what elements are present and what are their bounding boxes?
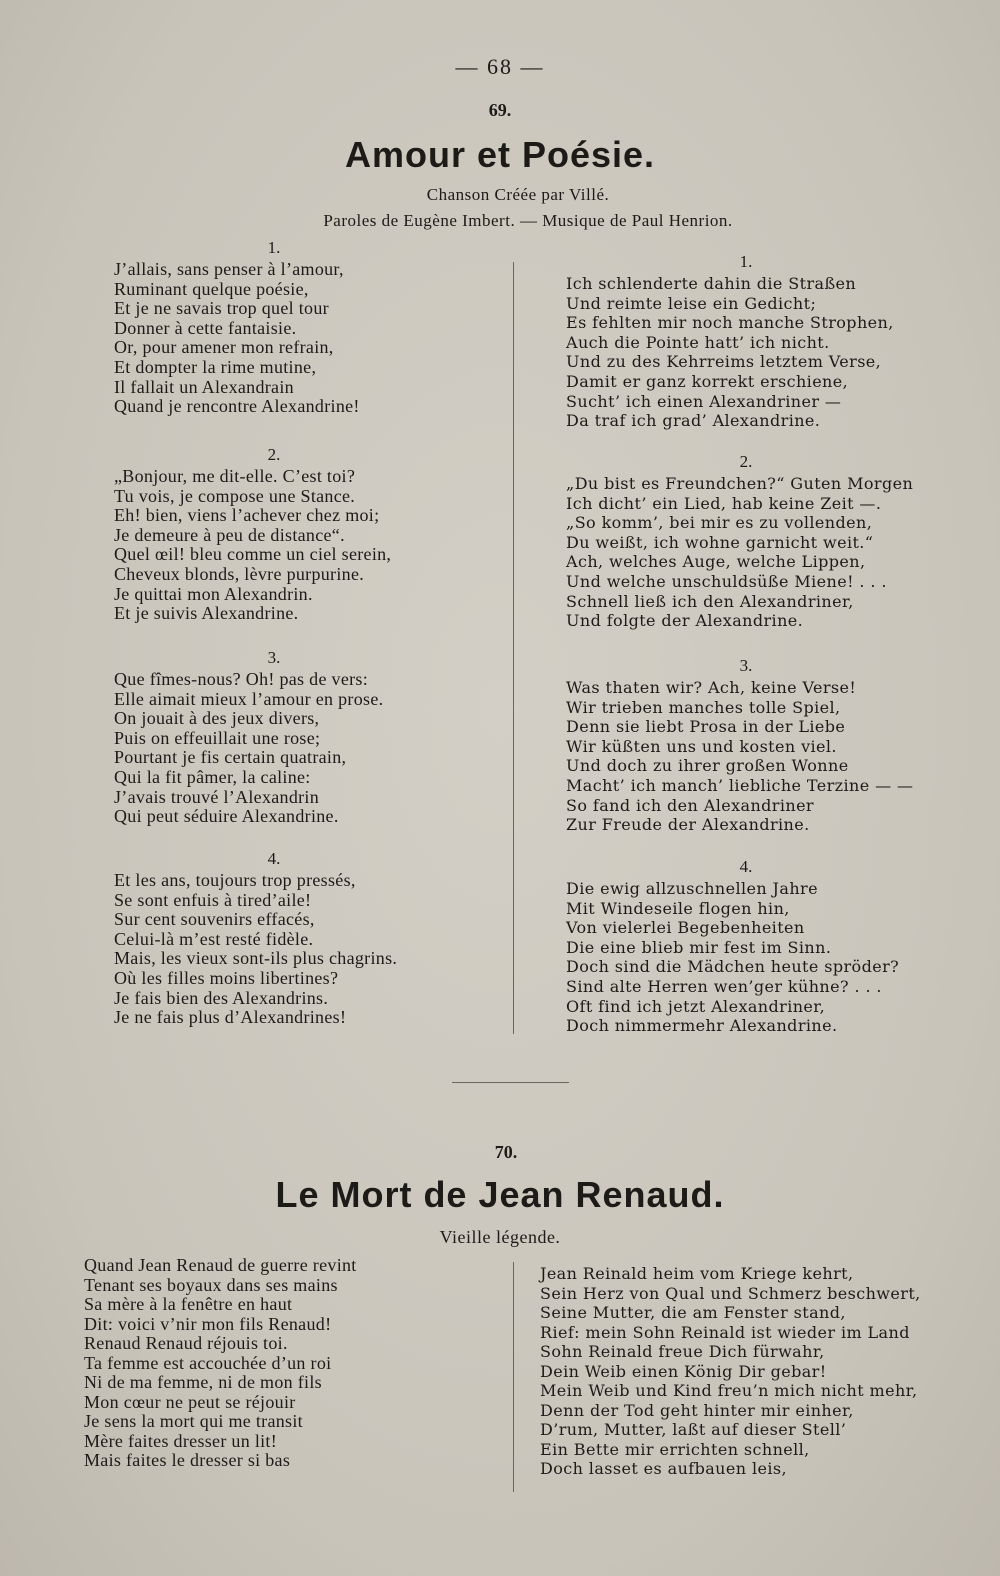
verse-line: Du weißt, ich wohne garnicht weit.“	[566, 532, 874, 552]
verse-line: Renaud Renaud réjouis toi.	[84, 1333, 288, 1353]
verse-line: Und reimte leise ein Gedicht;	[566, 293, 817, 313]
verse-line: Quel œil! bleu comme un ciel serein,	[114, 544, 392, 565]
song-subtitle-70: Vieille légende.	[439, 1227, 561, 1247]
verse-line: Cheveux blonds, lèvre purpurine.	[114, 563, 365, 584]
verse-line: J’avais trouvé l’Alexandrin	[114, 786, 320, 807]
verse-line: Mein Weib und Kind freu’n mich nicht mehr,	[540, 1381, 918, 1400]
verse-line: Tu vois, je compose une Stance.	[114, 485, 356, 506]
song-title-70: Le Mort de Jean Renaud.	[275, 1174, 725, 1215]
stanza-fr-1	[114, 238, 360, 417]
verse-line: Jean Reinald heim vom Kriege kehrt,	[540, 1264, 854, 1283]
verse-line: Quand je rencontre Alexandrine!	[114, 396, 360, 417]
verse-line: Denn sie liebt Prosa in der Liebe	[566, 717, 846, 737]
verse-line: Denn der Tod geht hinter mir einher,	[540, 1400, 854, 1420]
song-title-69: Amour et Poésie.	[344, 134, 656, 175]
verse-line: Rief: mein Sohn Reinald ist wieder im Land	[540, 1322, 910, 1342]
stanza-number: 1.	[739, 252, 753, 271]
verse-line: Tenant ses boyaux dans ses mains	[84, 1274, 338, 1295]
verse-line: „Du bist es Freundchen?“ Guten Morgen	[566, 474, 914, 493]
verse-line: Die eine blieb mir fest im Sinn.	[566, 937, 832, 957]
verse-line: Von vielerlei Begebenheiten	[566, 918, 805, 938]
song-credit-line-1: Chanson Créée par Villé.	[426, 185, 610, 204]
verse-line: Seine Mutter, die am Fenster stand,	[540, 1303, 846, 1322]
verse-block-fr	[84, 1256, 357, 1471]
verse-line: Puis on effeuillait une rose;	[114, 727, 321, 748]
verse-line: Je ne fais plus d’Alexandrines!	[114, 1007, 347, 1028]
verse-line: Je demeure à peu de distance“.	[114, 524, 345, 545]
verse-line: Doch nimmermehr Alexandrine.	[566, 1016, 838, 1036]
verse-line: Ein Bette mir errichten schnell,	[540, 1439, 810, 1459]
stanza-number: 3.	[267, 648, 281, 667]
stanza-de-2	[566, 452, 913, 631]
verse-line: Mais faites le dresser si bas	[84, 1450, 291, 1470]
verse-line: Die ewig allzuschnellen Jahre	[566, 879, 818, 898]
verse-line: Sa mère à la fenêtre en haut	[84, 1294, 293, 1314]
verse-line: Macht’ ich manch’ liebliche Terzine — —	[566, 775, 914, 795]
verse-line: Und folgte der Alexandrine.	[566, 611, 804, 631]
verse-line: Ich schlenderte dahin die Straßen	[566, 274, 857, 293]
stanza-number: 1.	[267, 238, 281, 257]
verse-line: Qui la fit pâmer, la caline:	[114, 766, 311, 787]
verse-line: Mon cœur ne peut se réjouir	[84, 1391, 296, 1412]
verse-line: Mit Windeseile flogen hin,	[566, 898, 790, 918]
verse-line: Schnell ließ ich den Alexandriner,	[566, 591, 854, 611]
verse-line: On jouait à des jeux divers,	[114, 708, 320, 729]
verse-line: Sohn Reinald freue Dich fürwahr,	[540, 1342, 825, 1361]
stanza-number: 2.	[739, 452, 753, 471]
verse-line: Da traf ich grad’ Alexandrine.	[566, 411, 821, 431]
verse-line: Pourtant je fis certain quatrain,	[114, 747, 347, 768]
verse-line: Ruminant quelque poésie,	[114, 278, 309, 299]
verse-line: Je sens la mort qui me transit	[84, 1411, 303, 1431]
stanza-de-3	[566, 656, 913, 835]
column-divider-70	[513, 1262, 514, 1492]
stanza-number: 3.	[739, 656, 753, 675]
verse-line: Dein Weib einen König Dir gebar!	[540, 1361, 827, 1381]
verse-line: Elle aimait mieux l’amour en prose.	[114, 688, 384, 709]
verse-line: Wir trieben manches tolle Spiel,	[566, 697, 841, 717]
stanza-fr-4	[114, 849, 397, 1028]
verse-line: Es fehlten mir noch manche Strophen,	[566, 313, 894, 333]
song-credit-line-2: Paroles de Eugène Imbert. — Musique de Paul Henrion.	[323, 211, 733, 230]
verse-line: Damit er ganz korrekt erschiene,	[566, 371, 849, 391]
verse-line: Ich dicht’ ein Lied, hab keine Zeit —.	[566, 493, 882, 513]
stanza-de-1	[566, 252, 894, 431]
verse-line: Quand Jean Renaud de guerre revint	[84, 1255, 357, 1275]
verse-line: So fand ich den Alexandriner	[566, 795, 814, 815]
verse-line: Et les ans, toujours trop pressés,	[114, 870, 356, 890]
stanza-fr-3	[114, 648, 383, 827]
stanza-number: 2.	[267, 445, 281, 464]
verse-line: Ach, welches Auge, welche Lippen,	[566, 552, 866, 572]
song-number-69: 69.	[488, 100, 512, 120]
verse-line: Celui-là m’est resté fidèle.	[114, 928, 314, 949]
verse-line: Sind alte Herren wen’ger kühne? . . .	[566, 976, 882, 996]
verse-line: Je quittai mon Alexandrin.	[114, 583, 313, 604]
verse-line: Und doch zu ihrer großen Wonne	[566, 756, 849, 776]
verse-line: Was thaten wir? Ach, keine Verse!	[566, 678, 857, 697]
verse-line: Doch sind die Mädchen heute spröder?	[566, 957, 900, 977]
verse-line: Sucht’ ich einen Alexandriner —	[566, 391, 842, 411]
page-number: — 68 —	[455, 54, 545, 79]
verse-line: Et je ne savais trop quel tour	[114, 298, 329, 319]
verse-line: Und zu des Kehrreims letztem Verse,	[566, 352, 882, 372]
verse-line: Sur cent souvenirs effacés,	[114, 909, 315, 930]
verse-line: Et dompter la rime mutine,	[114, 356, 317, 377]
stanza-de-4	[566, 857, 899, 1036]
stanza-number: 4.	[267, 849, 281, 868]
verse-line: Dit: voici v’nir mon fils Renaud!	[84, 1313, 332, 1334]
verse-line: D’rum, Mutter, laßt auf dieser Stell’	[540, 1420, 847, 1439]
verse-line: „So komm’, bei mir es zu vollenden,	[566, 513, 873, 533]
song-number-70: 70.	[494, 1142, 518, 1162]
verse-line: Mère faites dresser un lit!	[84, 1430, 278, 1451]
verse-line: Zur Freude der Alexandrine.	[566, 815, 810, 835]
verse-line: Mais, les vieux sont-ils plus chagrins.	[114, 948, 398, 969]
verse-line: Qui peut séduire Alexandrine.	[114, 806, 339, 827]
stanza-number: 4.	[739, 857, 753, 876]
verse-line: Doch lasset es aufbauen leis,	[540, 1459, 787, 1478]
verse-line: Il fallait un Alexandrain	[114, 376, 294, 397]
verse-line: Ta femme est accouchée d’un roi	[84, 1352, 332, 1373]
column-divider	[513, 262, 514, 1034]
verse-line: Et je suivis Alexandrine.	[114, 603, 299, 624]
verse-line: J’allais, sans penser à l’amour,	[114, 259, 344, 279]
verse-line: Où les filles moins libertines?	[114, 967, 339, 988]
verse-line: Sein Herz von Qual und Schmerz beschwert,	[540, 1283, 921, 1303]
verse-line: Se sont enfuis à tired’aile!	[114, 889, 312, 910]
verse-line: Que fîmes-nous? Oh! pas de vers:	[114, 669, 369, 689]
verse-line: Donner à cette fantaisie.	[114, 317, 297, 338]
verse-block-de	[540, 1264, 921, 1479]
verse-line: Ni de ma femme, ni de mon fils	[84, 1372, 322, 1392]
verse-line: Or, pour amener mon refrain,	[114, 337, 334, 358]
stanza-fr-2	[114, 445, 391, 624]
verse-line: Je fais bien des Alexandrins.	[114, 987, 329, 1008]
verse-line: Eh! bien, viens l’achever chez moi;	[114, 505, 380, 526]
verse-line: Und welche unschuldsüße Miene! . . .	[566, 571, 887, 591]
section-divider	[452, 1082, 569, 1083]
verse-line: Wir küßten uns und kosten viel.	[566, 736, 837, 756]
verse-line: Oft find ich jetzt Alexandriner,	[566, 996, 826, 1016]
verse-line: Auch die Pointe hatt’ ich nicht.	[566, 332, 830, 352]
verse-line: „Bonjour, me dit-elle. C’est toi?	[114, 466, 356, 486]
